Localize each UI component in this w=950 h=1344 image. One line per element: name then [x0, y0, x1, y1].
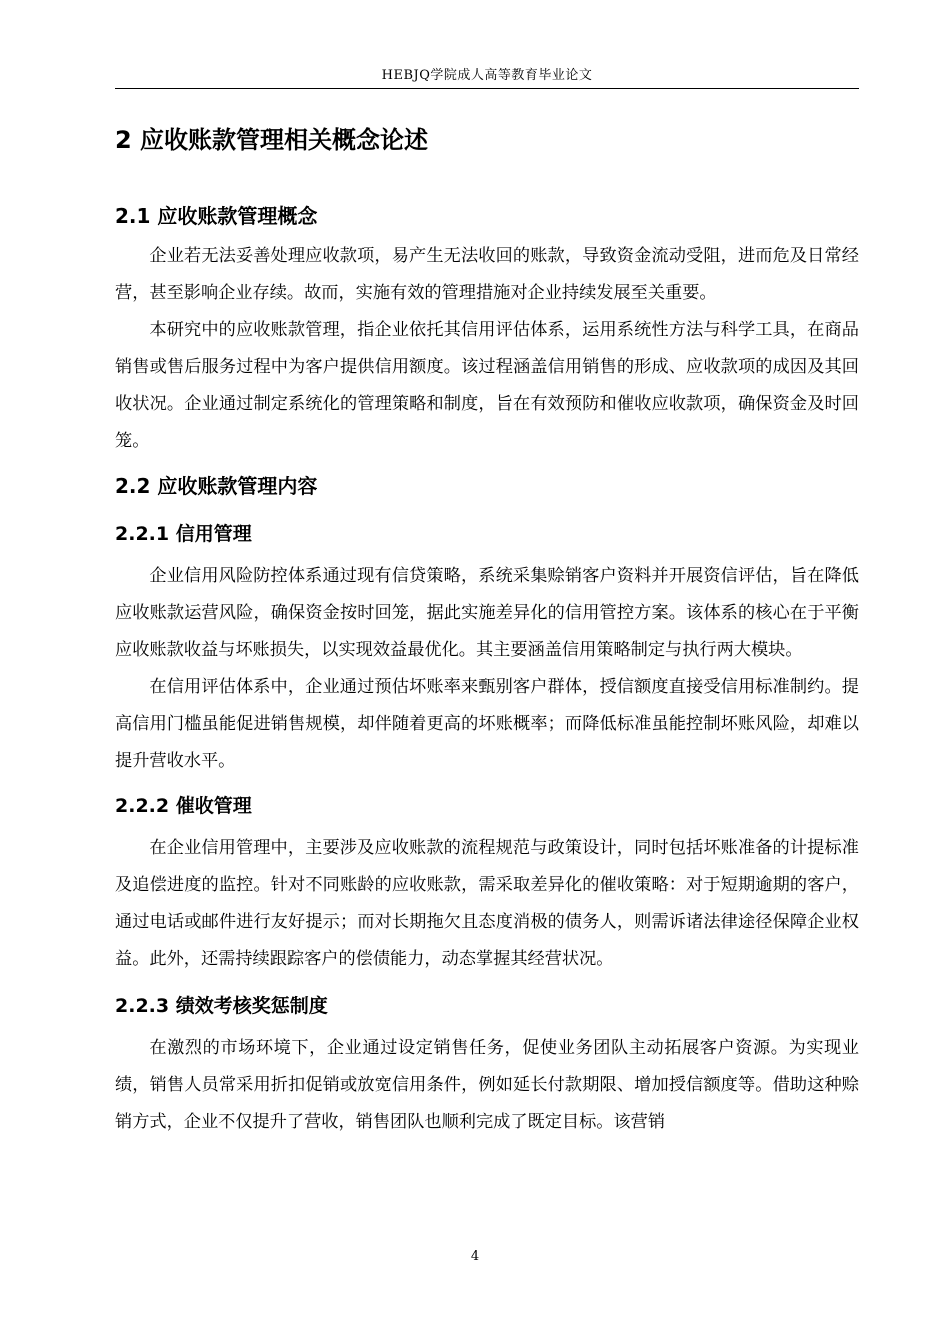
section-2-1-paragraph-1: 企业若无法妥善处理应收款项，易产生无法收回的账款，导致资金流动受阻，进而危及日常经营，甚至影响企业存续。故而，实施有效的管理措施对企业持续发展至关重要。 — [115, 246, 859, 303]
section-2-2-1-title: 2.2.1 信用管理 — [115, 523, 252, 545]
section-2-2-3-title: 2.2.3 绩效考核奖惩制度 — [115, 995, 328, 1017]
section-2-2-1-paragraph-1: 企业信用风险防控体系通过现有信贷策略，系统采集赊销客户资料并开展资信评估，旨在降低应收账款运营风险，确保资金按时回笼，据此实施差异化的信用管控方案。该体系的核心在于平衡应收账款收益与坏账损失，以实现效益最优化。其主要涵盖信用策略制定与执行两大模块。 — [115, 566, 859, 660]
header-divider — [115, 88, 859, 89]
section-2-1-title: 2.1 应收账款管理概念 — [115, 204, 318, 228]
running-header: HEBJQ学院成人高等教育毕业论文 — [381, 68, 593, 83]
section-2-2-3-paragraph-1: 在激烈的市场环境下，企业通过设定销售任务，促使业务团队主动拓展客户资源。为实现业绩，销售人员常采用折扣促销或放宽信用条件，例如延长付款期限、增加授信额度等。借助这种赊销方式，企业不仅提升了营收，销售团队也顺利完成了既定目标。该营销 — [115, 1038, 859, 1132]
chapter-title: 2 应收账款管理相关概念论述 — [115, 126, 429, 154]
page-number: 4 — [470, 1249, 480, 1264]
page-body — [115, 118, 859, 1141]
section-2-2-title: 2.2 应收账款管理内容 — [115, 474, 318, 498]
section-2-2-2-title: 2.2.2 催收管理 — [115, 795, 252, 817]
section-2-1-paragraph-2: 本研究中的应收账款管理，指企业依托其信用评估体系，运用系统性方法与科学工具，在商品销售或售后服务过程中为客户提供信用额度。该过程涵盖信用销售的形成、应收款项的成因及其回收状况。企业通过制定系统化的管理策略和制度，旨在有效预防和催收应收款项，确保资金及时回笼。 — [115, 320, 859, 451]
section-2-2-2-paragraph-1: 在企业信用管理中，主要涉及应收账款的流程规范与政策设计，同时包括坏账准备的计提标准及追偿进度的监控。针对不同账龄的应收账款，需采取差异化的催收策略：对于短期逾期的客户，通过电话或邮件进行友好提示；而对长期拖欠且态度消极的债务人，则需诉诸法律途径保障企业权益。此外，还需持续跟踪客户的偿债能力，动态掌握其经营状况。 — [115, 838, 859, 969]
section-2-2-1-paragraph-2: 在信用评估体系中，企业通过预估坏账率来甄别客户群体，授信额度直接受信用标准制约。提高信用门槛虽能促进销售规模，却伴随着更高的坏账概率；而降低标准虽能控制坏账风险，却难以提升营收水平。 — [115, 677, 859, 771]
